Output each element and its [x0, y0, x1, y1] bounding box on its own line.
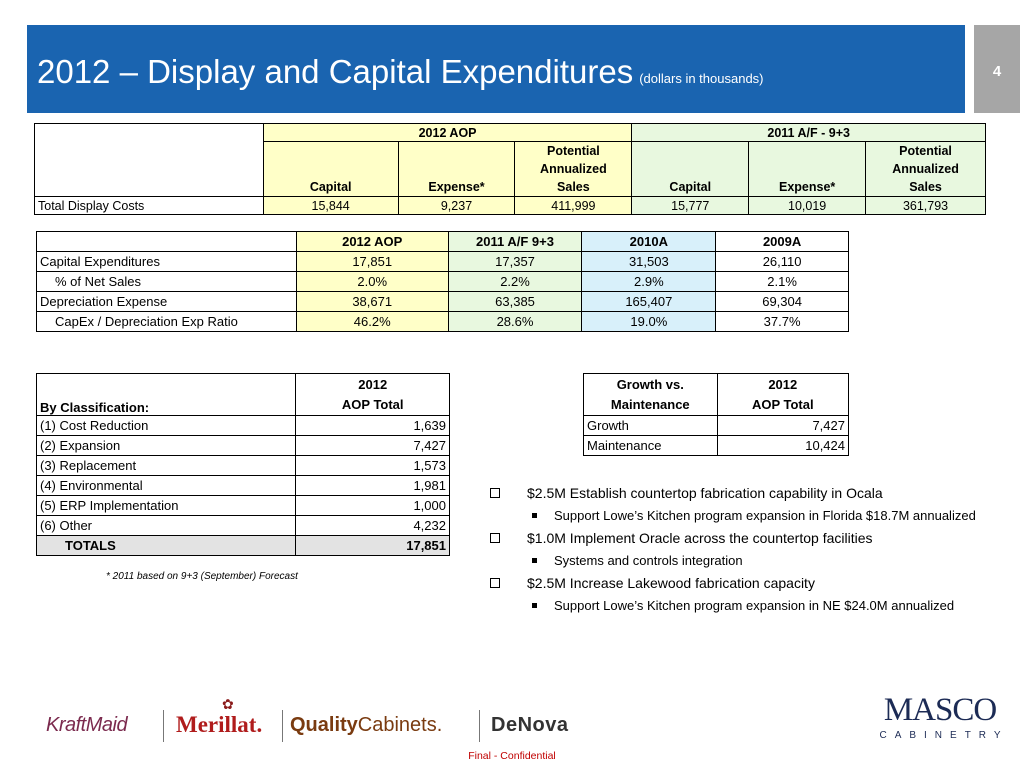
header-text: AOP Total — [751, 397, 814, 412]
sub-bullet-text: Support Lowe’s Kitchen program expansion in NE $24.0M annualized — [554, 598, 955, 613]
bullet-item — [490, 530, 990, 547]
col-header-text: Capital — [669, 180, 712, 194]
cell-value: 2.9% — [582, 272, 716, 292]
table-row — [37, 252, 849, 272]
cell-value: 9,237 — [398, 197, 515, 215]
checkbox-bullet-icon — [490, 533, 500, 543]
display-col-header — [749, 142, 866, 197]
row-label: (5) ERP Implementation — [37, 496, 296, 516]
page-number: 4 — [992, 63, 1002, 80]
display-corner-cell — [35, 142, 264, 197]
cell-value: 19.0% — [582, 312, 716, 332]
cell-value: 38,671 — [296, 292, 448, 312]
cell-value: 37.7% — [716, 312, 849, 332]
bullet-text: $1.0M Implement Oracle across the countertop facilities — [527, 530, 873, 546]
row-label: (6) Other — [37, 516, 296, 536]
display-corner-cell — [35, 124, 264, 142]
cell-value: 28.6% — [448, 312, 582, 332]
row-label: Growth — [584, 416, 718, 436]
row-label: (3) Replacement — [37, 456, 296, 476]
table-row — [37, 436, 450, 456]
display-group-header-af: 2011 A/F - 9+3 — [632, 124, 986, 142]
cell-value: 2.0% — [296, 272, 448, 292]
cell-value: 31,503 — [582, 252, 716, 272]
logo-divider — [163, 710, 164, 742]
totals-row — [37, 536, 450, 556]
growth-header — [717, 374, 848, 416]
row-label: (1) Cost Reduction — [37, 416, 296, 436]
display-col-header — [632, 142, 749, 197]
col-header-text: Capital — [309, 180, 352, 194]
display-col-header — [866, 142, 986, 197]
row-label: Total Display Costs — [35, 197, 264, 215]
cell-value: 63,385 — [448, 292, 582, 312]
cell-value: 10,019 — [749, 197, 866, 215]
cell-value: 1,981 — [296, 476, 450, 496]
title-main: 2012 – Display and Capital Expenditures — [37, 53, 634, 90]
cell-value: 7,427 — [296, 436, 450, 456]
row-label: Maintenance — [584, 436, 718, 456]
sub-bullet-item — [490, 553, 990, 569]
title-bar — [27, 25, 965, 113]
bullet-text: $2.5M Increase Lakewood fabrication capacity — [527, 575, 815, 591]
merillat-mark-icon: ✿ — [222, 696, 234, 712]
cell-value: 1,573 — [296, 456, 450, 476]
display-col-header — [515, 142, 632, 197]
table-row — [584, 436, 849, 456]
totals-label: TOTALS — [37, 536, 296, 556]
col-header-text: Potential — [546, 144, 600, 158]
table-row — [37, 516, 450, 536]
classification-header-value — [296, 374, 450, 416]
cell-value: 10,424 — [717, 436, 848, 456]
quality-cabinets-logo — [290, 714, 442, 737]
table-row — [37, 272, 849, 292]
logo-divider — [282, 710, 283, 742]
row-label: (2) Expansion — [37, 436, 296, 456]
col-header-text: Annualized — [892, 162, 959, 176]
header-text: Growth vs. — [616, 377, 684, 392]
capex-header: 2009A — [716, 232, 849, 252]
table-row — [37, 292, 849, 312]
checkbox-bullet-icon — [490, 578, 500, 588]
col-header-text: Expense* — [778, 180, 836, 194]
capex-table — [36, 231, 849, 332]
masco-name: MASCO — [883, 692, 997, 728]
capex-header: 2012 AOP — [296, 232, 448, 252]
masco-sub: CABINETRY — [879, 730, 1009, 741]
growth-header — [584, 374, 718, 416]
table-row — [37, 312, 849, 332]
row-label: Depreciation Expense — [37, 292, 297, 312]
row-label: % of Net Sales — [37, 272, 297, 292]
cell-value: 46.2% — [296, 312, 448, 332]
display-group-header-aop: 2012 AOP — [263, 124, 632, 142]
footnote: * 2011 based on 9+3 (September) Forecast — [106, 571, 298, 582]
cell-value: 69,304 — [716, 292, 849, 312]
table-row — [37, 416, 450, 436]
display-costs-table — [34, 123, 986, 215]
cell-value: 2.1% — [716, 272, 849, 292]
totals-value: 17,851 — [296, 536, 450, 556]
bullet-item — [490, 575, 990, 592]
header-text: AOP Total — [341, 397, 404, 412]
col-header-text: Potential — [899, 144, 952, 158]
sub-bullet-item — [490, 598, 990, 614]
table-row — [37, 456, 450, 476]
col-header-text: Sales — [557, 180, 590, 194]
checkbox-bullet-icon — [490, 488, 500, 498]
bullet-item — [490, 485, 990, 502]
header-text: 2012 — [358, 377, 388, 392]
square-bullet-icon — [532, 603, 537, 608]
cell-value: 2.2% — [448, 272, 582, 292]
col-header-text: Sales — [909, 180, 942, 194]
col-header-text: Annualized — [540, 162, 607, 176]
row-label: Capital Expenditures — [37, 252, 297, 272]
capex-header: 2011 A/F 9+3 — [448, 232, 582, 252]
classification-table — [36, 373, 450, 556]
cell-value: 15,844 — [263, 197, 398, 215]
sub-bullet-text: Systems and controls integration — [554, 553, 743, 568]
cell-value: 1,000 — [296, 496, 450, 516]
row-label: CapEx / Depreciation Exp Ratio — [37, 312, 297, 332]
display-col-header — [263, 142, 398, 197]
table-row — [37, 496, 450, 516]
page-title — [37, 53, 764, 91]
brand-logos — [46, 696, 606, 750]
display-col-header — [398, 142, 515, 197]
col-header-text: Expense* — [428, 180, 485, 194]
table-row — [584, 416, 849, 436]
masco-logo — [870, 692, 1010, 741]
cell-value: 17,851 — [296, 252, 448, 272]
cell-value: 26,110 — [716, 252, 849, 272]
cell-value: 15,777 — [632, 197, 749, 215]
bullet-text: $2.5M Establish countertop fabrication capability in Ocala — [527, 485, 883, 501]
square-bullet-icon — [532, 558, 537, 563]
logo-divider — [479, 710, 480, 742]
page-number-box — [974, 25, 1020, 113]
square-bullet-icon — [532, 513, 537, 518]
header-text: Maintenance — [610, 397, 690, 412]
growth-table — [583, 373, 849, 456]
table-row — [35, 197, 986, 215]
cell-value: 1,639 — [296, 416, 450, 436]
classification-header-label: By Classification: — [37, 374, 296, 416]
cell-value: 361,793 — [866, 197, 986, 215]
sub-bullet-item — [490, 508, 990, 524]
quality-word: Quality — [290, 714, 358, 736]
title-subtitle: (dollars in thousands) — [639, 71, 764, 86]
cell-value: 7,427 — [717, 416, 848, 436]
merillat-logo: Merillat. — [176, 712, 263, 737]
sub-bullet-text: Support Lowe’s Kitchen program expansion in Florida $18.7M annualized — [554, 508, 976, 523]
row-label: (4) Environmental — [37, 476, 296, 496]
table-row — [37, 476, 450, 496]
confidential-label: Final - Confidential — [468, 750, 556, 762]
kraftmaid-logo: KraftMaid — [46, 714, 128, 736]
capex-corner-cell — [37, 232, 297, 252]
bullet-list — [490, 485, 990, 620]
denova-logo: DeNova — [491, 714, 569, 736]
cell-value: 17,357 — [448, 252, 582, 272]
cabinets-word: Cabinets. — [357, 714, 443, 736]
header-text: 2012 — [768, 377, 798, 392]
cell-value: 411,999 — [515, 197, 632, 215]
cell-value: 165,407 — [582, 292, 716, 312]
capex-header: 2010A — [582, 232, 716, 252]
cell-value: 4,232 — [296, 516, 450, 536]
